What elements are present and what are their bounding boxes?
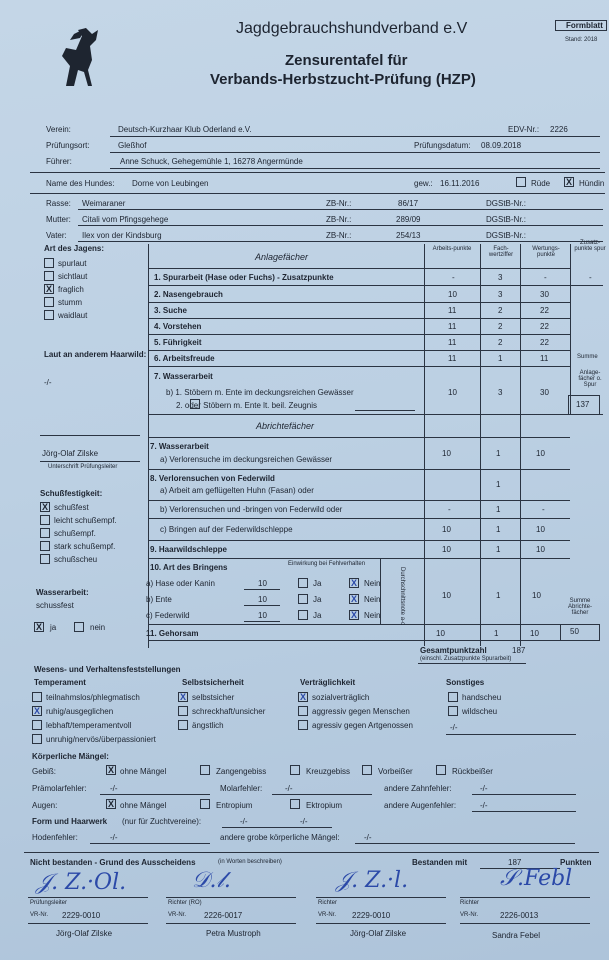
sonst-checkbox[interactable]: [448, 692, 458, 702]
ektropium-checkbox[interactable]: [290, 799, 300, 809]
schuss-title: Schußfestigkeit:: [40, 489, 103, 498]
vertrag-option: aggressiv gegen Menschen: [312, 707, 410, 716]
r8b-wertung: -: [542, 505, 545, 514]
pruefungsleiter-name: Jörg-Olaf Zilske: [42, 449, 99, 458]
abricht-sum-value: 50: [570, 627, 579, 636]
jagen-option: sichtlaut: [58, 272, 88, 281]
mutter-zb-label: ZB-Nr.:: [326, 215, 352, 224]
temperament-option: teilnahmslos/phlegmatisch: [46, 693, 140, 702]
sonst-value: -/-: [450, 723, 458, 732]
abricht-header: Abrichtefächer: [256, 421, 315, 431]
judge-name: Petra Mustroph: [206, 929, 261, 938]
judge-role: Richter (RO): [168, 900, 202, 906]
wertung-header: Wertungs-punkte: [532, 246, 560, 258]
nasengebrauch-arbeit: 10: [448, 290, 457, 299]
grobe-label: andere grobe körperliche Mängel:: [220, 833, 340, 842]
praemolar-value: -/-: [110, 784, 118, 793]
selbst-option: ängstlich: [192, 721, 224, 730]
schuss-option: schußempf.: [54, 529, 96, 538]
jagen-title: Art des Jagens:: [44, 244, 105, 253]
schuss-option: schußscheu: [54, 555, 98, 564]
r8-a-label: a) Arbeit am geflügelten Huhn (Fasan) oder: [160, 486, 314, 495]
haarwild-value: -/-: [44, 378, 52, 387]
temperament-checkbox[interactable]: X: [33, 706, 40, 716]
jagen-stumm-checkbox[interactable]: [44, 297, 54, 307]
row-art-des-bringens: 10. Art des Bringens: [150, 563, 228, 572]
mutter-zb-value: 289/09: [396, 215, 421, 224]
hund-label: Name des Hundes:: [46, 179, 115, 188]
r7-wertung: 10: [536, 449, 545, 458]
fuehrigkeit-wertung: 22: [540, 338, 549, 347]
r10-fach: 1: [496, 591, 501, 600]
vater-value: Ilex von der Kindsburg: [82, 231, 162, 240]
ja-label: Ja: [313, 579, 322, 588]
r8c-fach: 1: [496, 525, 501, 534]
judge-vr: 2226-0013: [500, 911, 539, 920]
wasser-ja-label: ja: [50, 623, 57, 632]
edv-label: EDV-Nr.:: [508, 125, 540, 134]
r8a-fach: 1: [496, 480, 501, 489]
leicht-schussempf-checkbox[interactable]: [40, 515, 50, 525]
zahn-label: andere Zahnfehler:: [384, 784, 452, 793]
kreuzgebiss-checkbox[interactable]: [290, 765, 300, 775]
vorstehen-wertung: 22: [540, 322, 549, 331]
vertrag-option: sozialverträglich: [312, 693, 370, 702]
row-suche: 3. Suche: [154, 306, 187, 315]
jagen-waidlaut-checkbox[interactable]: [44, 310, 54, 320]
r10-arbeit: 10: [442, 591, 451, 600]
sonst-option: handscheu: [462, 693, 502, 702]
vertrag-checkbox[interactable]: [298, 720, 308, 730]
gebiss-ohne-checkbox[interactable]: X: [107, 765, 114, 775]
r7-fach: 1: [496, 449, 501, 458]
zangengebiss-checkbox[interactable]: [200, 765, 210, 775]
vater-zb-label: ZB-Nr.:: [326, 231, 352, 240]
suche-arbeit: 11: [448, 306, 457, 315]
datum-value: 08.09.2018: [481, 141, 522, 150]
signature-1: 𝒥. Z.·Ol.: [36, 870, 127, 895]
selbst-checkbox[interactable]: [178, 720, 188, 730]
fach-header: Fach-wertziffer: [488, 246, 514, 258]
punkte-label: Punkten: [560, 858, 592, 867]
fuehrigkeit-arbeit: 11: [448, 338, 457, 347]
jagen-option: waidlaut: [58, 311, 88, 320]
arbeit-header: Arbeits-punkte: [432, 246, 472, 252]
form-value-2: -/-: [300, 817, 308, 826]
vertrag-option: agressiv gegen Artgenossen: [312, 721, 413, 730]
stark-schussempf-checkbox[interactable]: [40, 541, 50, 551]
r11-arbeit: 10: [436, 629, 445, 638]
fuehrer-value: Anne Schuck, Gehegemühle 1, 16278 Angermünde: [120, 157, 303, 166]
r10-hase-value: 10: [258, 579, 267, 588]
gebiss-option: Zangengebiss: [216, 767, 267, 776]
augen-option: Ektropium: [306, 801, 343, 810]
r8-b-label: b) Verlorensuchen und -bringen von Federwild oder: [160, 505, 343, 514]
row-wasserarbeit-abricht: 7. Wasserarbeit: [150, 442, 209, 451]
anlage-sum-value: 137: [576, 400, 590, 409]
nasengebrauch-wertung: 30: [540, 290, 549, 299]
anlage-sum-caption: Anlage-fächer o. Spur: [578, 370, 602, 388]
judge-vr: 2229-0010: [352, 911, 391, 920]
r10-hase-label: a) Hase oder Kanin: [146, 579, 215, 588]
jagen-option: stumm: [58, 298, 82, 307]
jagen-option: spurlaut: [58, 259, 87, 268]
vorstehen-arbeit: 11: [448, 322, 457, 331]
gesamt-value: 187: [512, 646, 526, 655]
r9-arbeit: 10: [442, 545, 451, 554]
row-spurarbeit: 1. Spurarbeit (Hase oder Fuchs) - Zusatzpunkte: [154, 273, 334, 282]
temperament-option: unruhig/nervös/überpassioniert: [46, 735, 156, 744]
augen-option: ohne Mängel: [120, 801, 167, 810]
r8c-wertung: 10: [536, 525, 545, 534]
hund-value: Dorne von Leubingen: [132, 179, 209, 188]
augen-other-label: andere Augenfehler:: [384, 801, 457, 810]
vater-label: Vater:: [46, 231, 67, 240]
rueckbeisser-checkbox[interactable]: [436, 765, 446, 775]
ort-value: Gleßhof: [118, 141, 147, 150]
gebiss-option: ohne Mängel: [120, 767, 167, 776]
title-line-1: Zensurentafel für: [285, 52, 408, 69]
judge-name: Jörg-Olaf Zilske: [350, 929, 407, 938]
gebiss-option: Rückbeißer: [452, 767, 493, 776]
gebiss-option: Kreuzgebiss: [306, 767, 351, 776]
row-gehorsam: 11. Gehorsam: [146, 629, 199, 638]
selbst-option: schreckhaft/unsicher: [192, 707, 266, 716]
vorbeisser-checkbox[interactable]: [362, 765, 372, 775]
ja-label: Ja: [313, 611, 322, 620]
r10-wertung: 10: [532, 591, 541, 600]
judge-role: Richter: [318, 900, 338, 906]
sonst-checkbox[interactable]: [448, 706, 458, 716]
vertrag-checkbox[interactable]: X: [299, 692, 306, 702]
gebiss-label: Gebiß:: [32, 767, 57, 776]
federwild-ja-checkbox[interactable]: [298, 610, 308, 620]
vorstehen-fach: 2: [498, 322, 503, 331]
schussscheu-checkbox[interactable]: [40, 554, 50, 564]
wasser7-fach: 3: [498, 388, 503, 397]
summe-label: Summe: [577, 354, 598, 360]
grobe-value: -/-: [364, 833, 372, 842]
nein-label: Nein: [364, 611, 381, 620]
r8b-arbeit: -: [448, 505, 451, 514]
ort-label: Prüfungsort:: [46, 141, 90, 150]
row-arbeitsfreude: 6. Arbeitsfreude: [154, 354, 215, 363]
molar-value: -/-: [285, 784, 293, 793]
org-name: Jagdgebrauchshundverband e.V: [236, 20, 468, 37]
praemolar-label: Prämolarfehler:: [32, 784, 87, 793]
ente-ja-checkbox[interactable]: [298, 594, 308, 604]
edv-value: 2226: [550, 125, 568, 134]
ente-nein-checkbox[interactable]: X: [350, 594, 357, 604]
signature-4: 𝒮.Febl: [500, 866, 573, 891]
molar-label: Molarfehler:: [220, 784, 263, 793]
ruede-checkbox[interactable]: [516, 177, 526, 187]
schussfest-checkbox[interactable]: X: [41, 502, 48, 512]
nicht-bestanden-label: Nicht bestanden - Grund des Ausscheidens: [30, 858, 196, 867]
pruefungsleiter-caption: Unterschrift Prüfungsleiter: [48, 464, 118, 470]
huendin-label: Hündin: [579, 179, 605, 188]
r10-federwild-label: c) Federwild: [146, 611, 190, 620]
vertrag-title: Verträglichkeit: [300, 678, 356, 687]
wasser-ja-checkbox[interactable]: X: [35, 622, 42, 632]
wasser7-arbeit: 10: [448, 388, 457, 397]
jagen-option: fraglich: [58, 285, 84, 294]
r8c-arbeit: 10: [442, 525, 451, 534]
schuss-option: leicht schußempf.: [54, 516, 117, 525]
form-label: Form und Haarwerk: [32, 817, 108, 826]
ja-label: Ja: [313, 595, 322, 604]
augen-other-value: -/-: [480, 801, 488, 810]
haarwild-title: Laut an anderem Haarwild:: [44, 350, 147, 359]
wasser-nein-checkbox[interactable]: [74, 622, 84, 632]
signature-3: 𝒥. Z.·l.: [336, 868, 409, 893]
nein-label: Nein: [364, 595, 381, 604]
bestanden-value: 187: [508, 858, 522, 867]
rasse-label: Rasse:: [46, 199, 71, 208]
arbeitsfreude-wertung: 11: [540, 354, 549, 363]
r9-wertung: 10: [536, 545, 545, 554]
spurarbeit-zusatz: -: [589, 273, 592, 282]
vr-label: VR-Nr.: [30, 912, 48, 918]
sonst-title: Sonstiges: [446, 678, 485, 687]
schuss-option: stark schußempf.: [54, 542, 116, 551]
wasser-schuss-title: Wasserarbeit:: [36, 588, 89, 597]
selbst-title: Selbstsicherheit: [182, 678, 244, 687]
judge-name: Jörg-Olaf Zilske: [56, 929, 113, 938]
r11-wertung: 10: [530, 629, 539, 638]
vertrag-checkbox[interactable]: [298, 706, 308, 716]
wesen-title: Wesens- und Verhaltensfeststellungen: [34, 665, 181, 674]
suche-fach: 2: [498, 306, 503, 315]
datum-label: Prüfungsdatum:: [414, 141, 471, 150]
durchschnitt-label: Durchschnittsnote a-c: [399, 567, 405, 626]
zahn-value: -/-: [480, 784, 488, 793]
wasser-b1-label: b) 1. Stöbern m. Ente im deckungsreichen Gewässer: [166, 388, 354, 397]
vr-label: VR-Nr.: [460, 912, 478, 918]
zusatz-header: Zusatz-punkte spur: [574, 240, 606, 252]
schussempf-checkbox[interactable]: [40, 528, 50, 538]
hoden-value: -/-: [110, 833, 118, 842]
temperament-checkbox[interactable]: [32, 692, 42, 702]
vr-label: VR-Nr.: [318, 912, 336, 918]
spurarbeit-fach: 3: [498, 273, 503, 282]
nasengebrauch-fach: 3: [498, 290, 503, 299]
vater-dgstb-label: DGStB-Nr.:: [486, 231, 527, 240]
wasser-schuss-sub: schussfest: [36, 601, 74, 610]
fuehrer-label: Führer:: [46, 157, 72, 166]
row-haarwildschleppe: 9. Haarwildschleppe: [150, 545, 227, 554]
jagen-sichtlaut-checkbox[interactable]: [44, 271, 54, 281]
augen-ohne-checkbox[interactable]: X: [107, 799, 114, 809]
r8-c-label: c) Bringen auf der Federwildschleppe: [160, 525, 293, 534]
jagen-fraglich-checkbox[interactable]: X: [45, 284, 52, 294]
rasse-zb-label: ZB-Nr.:: [326, 199, 352, 208]
verein-label: Verein:: [46, 125, 71, 134]
temperament-title: Temperament: [34, 678, 86, 687]
gew-value: 16.11.2016: [440, 179, 480, 188]
judge-name: Sandra Febel: [492, 931, 541, 940]
form-note: (nur für Zuchtvereine):: [122, 817, 202, 826]
signature-2: 𝒟.𝓁.: [192, 868, 231, 893]
gesamt-label: Gesamtpunktzahl: [420, 646, 487, 655]
spurarbeit-wertung: -: [544, 273, 547, 282]
arbeitsfreude-fach: 1: [498, 354, 503, 363]
temperament-checkbox[interactable]: [32, 720, 42, 730]
judge-vr: 2229-0010: [62, 911, 101, 920]
r7-a-label: a) Verlorensuche im deckungsreichen Gewässer: [160, 455, 333, 464]
formblatt-label: Formblatt: [555, 20, 607, 31]
wasser-nein-label: nein: [90, 623, 106, 632]
judge-role: Richter: [460, 900, 480, 906]
r7-arbeit: 10: [442, 449, 451, 458]
nein-label: Nein: [364, 579, 381, 588]
suche-wertung: 22: [540, 306, 549, 315]
wasser7-wertung: 30: [540, 388, 549, 397]
row-wasserarbeit-anlage: 7. Wasserarbeit: [154, 372, 213, 381]
horse-logo-icon: [52, 26, 104, 88]
nicht-bestanden-note: (in Worten beschreiben): [218, 859, 282, 865]
arbeitsfreude-arbeit: 11: [448, 354, 457, 363]
rasse-value: Weimaraner: [82, 199, 126, 208]
abricht-sum-caption: Summe Abrichte-fächer: [567, 598, 592, 616]
form-value-1: -/-: [240, 817, 248, 826]
augen-option: Entropium: [216, 801, 253, 810]
vr-label: VR-Nr.: [168, 912, 186, 918]
selbst-checkbox[interactable]: [178, 706, 188, 716]
anlage-header: Anlagefächer: [255, 252, 309, 262]
judge-role: Prüfungsleiter: [30, 900, 68, 906]
gebiss-option: Vorbeißer: [378, 767, 413, 776]
koerper-title: Körperliche Mängel:: [32, 752, 109, 761]
zeugnis-checkbox[interactable]: [190, 399, 200, 409]
augen-label: Augen:: [32, 801, 58, 810]
stand-label: Stand: 2018: [565, 37, 598, 43]
r10-ente-label: b) Ente: [146, 595, 172, 604]
einwirkung-label: Einwirkung bei Fehlverhalten: [288, 561, 366, 567]
spurarbeit-arbeit: -: [452, 273, 455, 282]
mutter-label: Mutter:: [46, 215, 71, 224]
temperament-option: ruhig/ausgeglichen: [46, 707, 114, 716]
hoden-label: Hodenfehler:: [32, 833, 78, 842]
gesamt-sub: (einschl. Zusatzpunkte Spurarbeit): [420, 656, 512, 662]
verein-value: Deutsch-Kurzhaar Klub Oderland e.V.: [118, 125, 252, 134]
vater-zb-value: 254/13: [396, 231, 421, 240]
r8b-fach: 1: [496, 505, 501, 514]
temperament-option: lebhaft/temperamentvoll: [46, 721, 132, 730]
row-verlorensuchen: 8. Verlorensuchen von Federwild: [150, 474, 275, 483]
r10-ente-value: 10: [258, 595, 267, 604]
selbst-option: selbstsicher: [192, 693, 235, 702]
r11-fach: 1: [494, 629, 499, 638]
fuehrigkeit-fach: 2: [498, 338, 503, 347]
hase-ja-checkbox[interactable]: [298, 578, 308, 588]
row-vorstehen: 4. Vorstehen: [154, 322, 202, 331]
bestanden-label: Bestanden mit: [412, 858, 468, 867]
federwild-nein-checkbox[interactable]: X: [350, 610, 357, 620]
entropium-checkbox[interactable]: [200, 799, 210, 809]
mutter-dgstb-label: DGStB-Nr.:: [486, 215, 527, 224]
rasse-zb-value: 86/17: [398, 199, 419, 208]
title-line-2: Verbands-Herbstzucht-Prüfung (HZP): [210, 71, 476, 88]
r10-federwild-value: 10: [258, 611, 267, 620]
hase-nein-checkbox[interactable]: X: [350, 578, 357, 588]
sonst-option: wildscheu: [462, 707, 498, 716]
rasse-dgstb-label: DGStB-Nr.:: [486, 199, 527, 208]
mutter-value: Citali vom Pfingsgehege: [82, 215, 169, 224]
judge-vr: 2226-0017: [204, 911, 243, 920]
row-fuehrigkeit: 5. Führigkeit: [154, 338, 202, 347]
huendin-checkbox[interactable]: X: [565, 177, 572, 187]
row-nasengebrauch: 2. Nasengebrauch: [154, 290, 223, 299]
schuss-option: schußfest: [54, 503, 89, 512]
temperament-checkbox[interactable]: [32, 734, 42, 744]
ruede-label: Rüde: [531, 179, 551, 188]
selbst-checkbox[interactable]: X: [179, 692, 186, 702]
gew-label: gew.:: [414, 179, 433, 188]
wasser-b2-label: 2. oder Stöbern m. Ente lt. beil. Zeugnis: [176, 401, 317, 410]
r9-fach: 1: [496, 545, 501, 554]
jagen-spurlaut-checkbox[interactable]: [44, 258, 54, 268]
